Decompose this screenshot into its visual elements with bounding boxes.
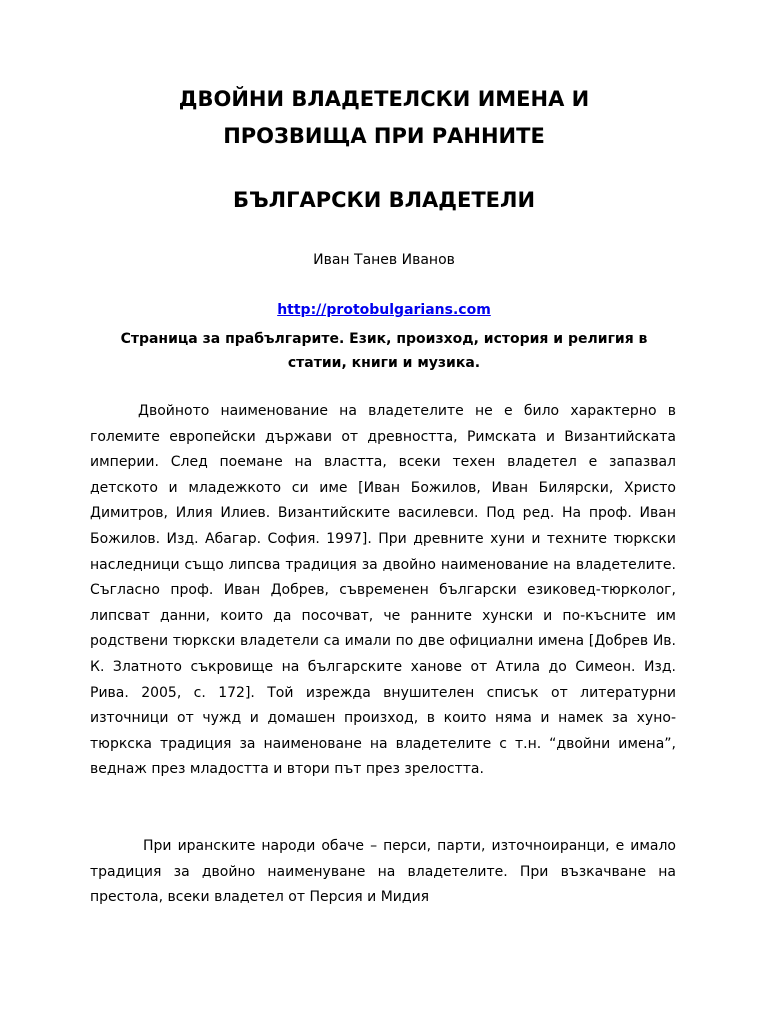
site-link-line [90, 300, 678, 320]
title-line-3: БЪЛГАРСКИ ВЛАДЕТЕЛИ [232, 188, 536, 212]
site-link[interactable]: http://protobulgarians.com [277, 302, 491, 318]
author-name: Иван Танев Иванов [313, 252, 455, 268]
body-paragraph-2: При иранските народи обаче – перси, парти, източноиранци, е имало традиция за двойно наименуване на владетелите. При възкачване на престола, всеки владетел от Персия и Мидия [90, 838, 676, 906]
title-line-2: ПРОЗВИЩА ПРИ РАННИТЕ [223, 124, 545, 148]
body-paragraph-1: Двойното наименование на владетелите не е било характерно в големите европейски държави от древността, Римската и Византийската империи. След поемане на властта, всеки техен владетел е запазвал детското и младежкото си име [Иван Божилов, Иван Билярски, Христо Димитров, Илия Илиев. Византийските василевси. Под ред. На проф. Иван Божилов. Изд. Абагар. София. 1997]. При древните хуни и техните тюркски наследници също липсва традиция за двойно наименование на владетелите. Съгласно проф. Иван Добрев, съвременен български езиковед-тюрколог, липсват данни, които да посочват, че ранните хунски и по-късните им родствени тюркски владетели са имали по две официални имена [Добрев Ив. К. Златното съкровище на българските ханове от Атила до Симеон. Изд. Рива. 2005, с. 172]. Той изрежда внушителен списък от литературни източници от чужд и домашен произход, в които няма и намек за хуно-тюркска традиция за наименоване на владетелите с т.н. “двойни имена”, веднаж през младостта и втори път през зрелостта. [90, 403, 676, 778]
site-tagline: Страница за прабългарите. Език, произход, история и религия в статии, книги и музика. [120, 331, 648, 371]
title-line-1: ДВОЙНИ ВЛАДЕТЕЛСКИ ИМЕНА И [178, 87, 590, 111]
